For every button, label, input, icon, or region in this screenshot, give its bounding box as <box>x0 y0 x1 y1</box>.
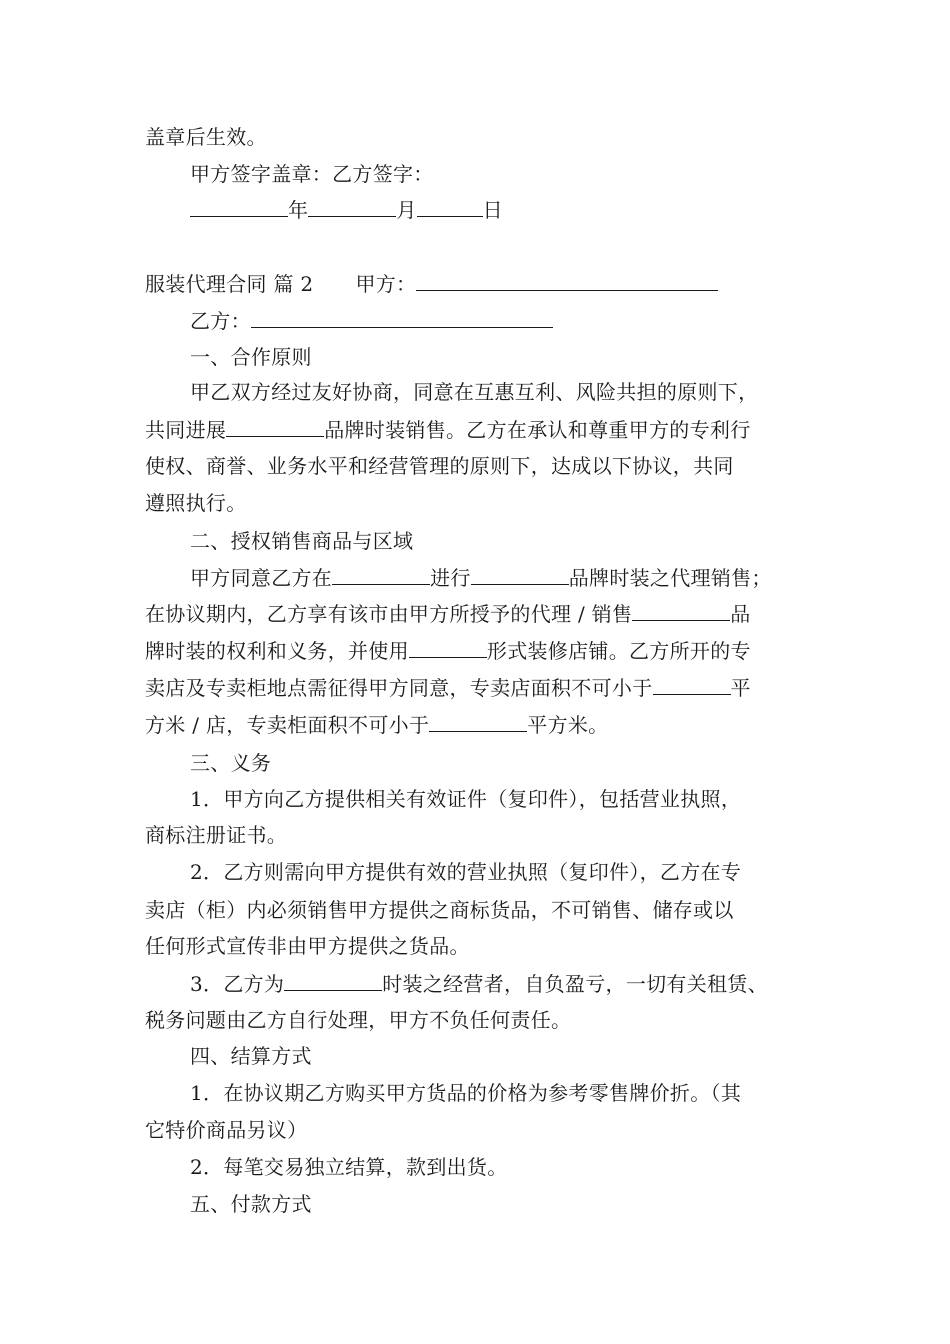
section-4-item-1-line-2: 它特价商品另议） <box>145 1118 308 1142</box>
signature-line: 甲方签字盖章：乙方签字： <box>190 162 434 186</box>
section-5-heading: 五、付款方式 <box>190 1192 312 1216</box>
counter-area-blank <box>429 711 527 732</box>
decoration-form-blank <box>409 637 487 658</box>
section-1-heading: 一、合作原则 <box>190 345 312 369</box>
section-1-line-4: 遵照执行。 <box>145 491 247 515</box>
paragraph-effect: 盖章后生效。 <box>145 125 267 149</box>
section-3-item-1-line-1: 1．甲方向乙方提供相关有效证件（复印件），包括营业执照， <box>190 787 742 811</box>
date-line: 年 月 日 <box>190 196 503 223</box>
section-2-heading: 二、授权销售商品与区域 <box>190 529 414 553</box>
brand-blank <box>471 564 569 585</box>
party-a-blank <box>416 270 718 291</box>
brand-blank <box>632 600 730 621</box>
contract-title-line: 服装代理合同 篇 2 甲方： <box>145 270 718 297</box>
party-b-blank <box>251 307 553 328</box>
section-4-heading: 四、结算方式 <box>190 1044 312 1068</box>
section-1-line-1: 甲乙双方经过友好协商，同意在互惠互利、风险共担的原则下， <box>190 380 759 404</box>
section-2-line-2: 在协议期内，乙方享有该市由甲方所授予的代理 / 销售 品 <box>145 602 751 626</box>
section-1-line-3: 使权、商誉、业务水平和经营管理的原则下，达成以下协议，共同 <box>145 454 734 478</box>
section-3-item-1-line-2: 商标注册证书。 <box>145 823 288 847</box>
section-1-line-2: 共同进展 品牌时装销售。乙方在承认和尊重甲方的专利行 <box>145 418 751 442</box>
section-2-line-3: 牌时装的权利和义务，并使用 形式装修店铺。乙方所开的专 <box>145 639 751 663</box>
contract-title: 服装代理合同 篇 2 <box>145 272 314 296</box>
section-4-item-1-line-1: 1．在协议期乙方购买甲方货品的价格为参考零售牌价折。（其 <box>190 1081 742 1105</box>
section-2-line-4: 卖店及专卖柜地点需征得甲方同意，专卖店面积不可小于 平 <box>145 676 751 700</box>
section-3-item-2-line-1: 2．乙方则需向甲方提供有效的营业执照（复印件），乙方在专 <box>190 860 742 884</box>
section-2-line-5: 方米 / 店，专卖柜面积不可小于 平方米。 <box>145 713 609 737</box>
day-blank <box>417 196 483 217</box>
fashion-brand-blank <box>284 970 382 991</box>
section-3-item-3-line-2: 税务问题由乙方自行处理，甲方不负任何责任。 <box>145 1008 572 1032</box>
section-2-line-1: 甲方同意乙方在 进行 品牌时装之代理销售； <box>190 566 772 590</box>
section-4-item-2: 2．每笔交易独立结算，款到出货。 <box>190 1155 508 1179</box>
brand-blank <box>226 416 324 437</box>
region-blank <box>332 564 430 585</box>
store-area-blank <box>653 674 731 695</box>
year-blank <box>190 196 288 217</box>
month-blank <box>308 196 396 217</box>
section-3-item-3-line-1: 3．乙方为 时装之经营者，自负盈亏，一切有关租赁、 <box>190 972 768 996</box>
section-3-item-2-line-3: 任何形式宣传非由甲方提供之货品。 <box>145 934 470 958</box>
section-3-heading: 三、义务 <box>190 751 272 775</box>
section-3-item-2-line-2: 卖店（柜）内必须销售甲方提供之商标货品，不可销售、储存或以 <box>145 898 734 922</box>
party-b-line: 乙方： <box>190 307 553 334</box>
